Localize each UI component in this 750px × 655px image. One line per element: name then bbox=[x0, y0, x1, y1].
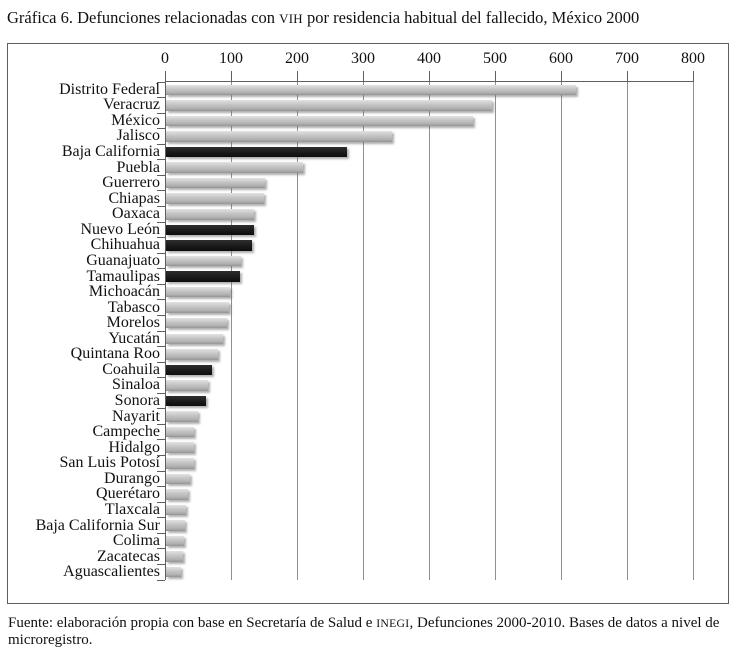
bar bbox=[166, 318, 227, 329]
x-axis-tick-label: 800 bbox=[681, 50, 705, 67]
category-label: Sonora bbox=[114, 392, 160, 410]
bar bbox=[166, 380, 208, 391]
category-label: Tlaxcala bbox=[104, 500, 160, 518]
category-label: Tabasco bbox=[107, 298, 160, 316]
bar bbox=[166, 551, 183, 562]
category-label: Yucatán bbox=[108, 329, 160, 347]
bar bbox=[166, 116, 473, 127]
category-label: Quintana Roo bbox=[70, 345, 160, 363]
category-label: Michoacán bbox=[88, 283, 160, 301]
category-label: Baja California bbox=[61, 143, 160, 161]
bar bbox=[166, 474, 190, 485]
chart-title-suffix: por residencia habitual del fallecido, México 2000 bbox=[302, 8, 640, 27]
category-label: Oaxaca bbox=[112, 205, 160, 223]
category-label: Nuevo León bbox=[80, 220, 160, 238]
x-gridline bbox=[429, 82, 430, 580]
x-axis-tick-label: 0 bbox=[161, 50, 169, 67]
category-label: Tamaulipas bbox=[86, 267, 160, 285]
x-axis-tick-label: 700 bbox=[615, 50, 639, 67]
source-note-prefix: Fuente: elaboración propia con base en Secretaría de Salud e bbox=[8, 615, 377, 631]
bar bbox=[166, 489, 188, 500]
plot-area bbox=[8, 44, 728, 603]
x-gridline bbox=[495, 82, 496, 580]
category-label: Puebla bbox=[116, 158, 160, 176]
bar bbox=[166, 287, 230, 298]
category-label: Hidalgo bbox=[108, 438, 160, 456]
bar bbox=[166, 520, 185, 531]
bar bbox=[166, 178, 265, 189]
category-label: Distrito Federal bbox=[59, 80, 160, 98]
bar bbox=[166, 209, 254, 220]
x-axis-tick-label: 100 bbox=[219, 50, 243, 67]
bar-highlighted bbox=[166, 396, 206, 407]
bar bbox=[166, 411, 198, 422]
category-label: Aguascalientes bbox=[63, 563, 160, 581]
category-label: Zacatecas bbox=[96, 547, 160, 565]
category-label: Morelos bbox=[106, 314, 160, 332]
category-label: Coahuila bbox=[102, 360, 160, 378]
x-axis-tick-label: 500 bbox=[483, 50, 507, 67]
bar bbox=[166, 302, 229, 313]
chart-title bbox=[7, 8, 639, 28]
category-label: Jalisco bbox=[116, 127, 160, 145]
bar bbox=[166, 85, 576, 96]
bar bbox=[166, 100, 492, 111]
bar-highlighted bbox=[166, 365, 212, 376]
source-note-smallcaps: INEGI bbox=[376, 617, 410, 630]
x-axis-tick-label: 200 bbox=[285, 50, 309, 67]
category-label: Campeche bbox=[92, 423, 160, 441]
bar-highlighted bbox=[166, 225, 254, 236]
chart-title-prefix: Gráfica 6. Defunciones relacionadas con bbox=[7, 8, 280, 27]
bar bbox=[166, 131, 392, 142]
category-label: Guerrero bbox=[102, 174, 160, 192]
category-label: San Luis Potosí bbox=[59, 454, 160, 472]
category-label: Chiapas bbox=[108, 189, 160, 207]
category-label: Querétaro bbox=[96, 485, 160, 503]
category-label: Veracruz bbox=[103, 96, 160, 114]
x-gridline bbox=[561, 82, 562, 580]
bar-highlighted bbox=[166, 240, 252, 251]
chart-frame bbox=[7, 43, 729, 604]
bar bbox=[166, 162, 303, 173]
bar bbox=[166, 256, 241, 267]
category-label: Colima bbox=[112, 532, 160, 550]
category-label: México bbox=[111, 111, 160, 129]
bar bbox=[166, 567, 181, 578]
bar bbox=[166, 334, 223, 345]
category-label: Durango bbox=[104, 469, 160, 487]
x-axis-tick-label: 400 bbox=[417, 50, 441, 67]
x-axis-tick-label: 600 bbox=[549, 50, 573, 67]
bar bbox=[166, 505, 186, 516]
x-axis-tick-label: 300 bbox=[351, 50, 375, 67]
bar bbox=[166, 536, 184, 547]
x-gridline bbox=[363, 82, 364, 580]
category-label: Chihuahua bbox=[90, 236, 160, 254]
chart-title-smallcaps: VIH bbox=[279, 12, 303, 26]
category-label: Sinaloa bbox=[112, 376, 160, 394]
x-gridline bbox=[627, 82, 628, 580]
category-label: Baja California Sur bbox=[35, 516, 160, 534]
bar-highlighted bbox=[166, 271, 240, 282]
bar bbox=[166, 193, 264, 204]
source-note-suffix: , Defunciones 2000-2010. Bases de datos a nivel de microregistro. bbox=[8, 615, 720, 649]
bar bbox=[166, 458, 194, 469]
bar bbox=[166, 349, 218, 360]
category-label: Nayarit bbox=[112, 407, 160, 425]
category-label: Guanajuato bbox=[86, 251, 160, 269]
x-gridline bbox=[693, 82, 694, 580]
source-note bbox=[8, 615, 745, 650]
bar-highlighted bbox=[166, 147, 347, 158]
x-axis-line bbox=[165, 81, 693, 82]
bar bbox=[166, 442, 194, 453]
bar bbox=[166, 427, 194, 438]
